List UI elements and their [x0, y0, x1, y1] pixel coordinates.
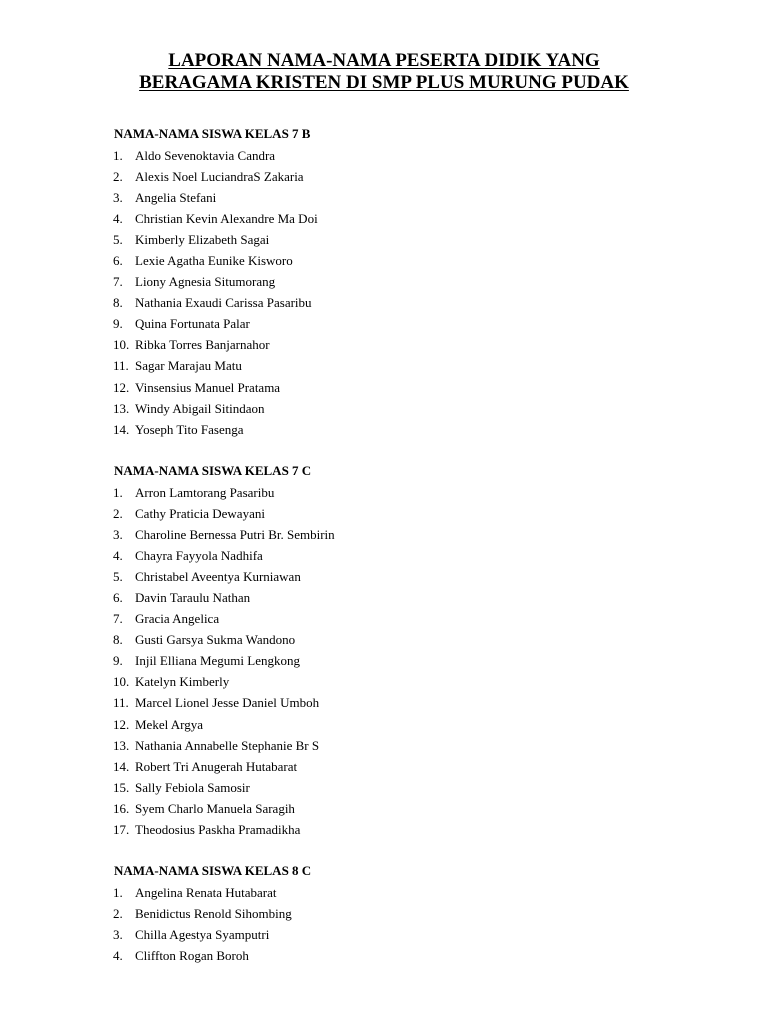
list-item: [113, 948, 292, 969]
student-name: Injil Elliana Megumi Lengkong: [135, 653, 300, 669]
item-number: 9.: [113, 653, 123, 669]
list-item: [113, 780, 335, 801]
student-name: Syem Charlo Manuela Saragih: [135, 800, 295, 816]
student-list-8c: [113, 885, 292, 969]
item-number: 5.: [113, 569, 123, 585]
list-item: [113, 401, 318, 422]
student-name: Vinsensius Manuel Pratama: [135, 379, 281, 395]
item-number: 3.: [113, 527, 123, 543]
item-number: 14.: [113, 758, 130, 774]
list-item: [113, 906, 292, 927]
student-name: Arron Lamtorang Pasaribu: [135, 485, 275, 500]
list-item: [113, 316, 318, 337]
list-item: [113, 590, 335, 611]
student-name: Angelia Stefani: [135, 190, 217, 206]
student-name: Benidictus Renold Sihombing: [135, 906, 292, 922]
list-item: [113, 653, 335, 674]
list-item: [113, 527, 335, 548]
list-item: [113, 211, 318, 232]
list-item: [113, 674, 335, 695]
item-number: 3.: [113, 927, 123, 943]
student-name: Alexis Noel LuciandraS Zakaria: [135, 169, 304, 185]
list-item: [113, 232, 318, 253]
item-number: 13.: [113, 400, 130, 416]
list-item: [113, 485, 335, 506]
student-name: Christabel Aveentya Kurniawan: [135, 569, 301, 585]
list-item: [113, 548, 335, 569]
title-line-1: LAPORAN NAMA-NAMA PESERTA DIDIK YANG: [168, 50, 600, 71]
item-number: 9.: [113, 316, 123, 332]
student-name: Chayra Fayyola Nadhifa: [135, 548, 263, 564]
student-name: Christian Kevin Alexandre Ma Doi: [135, 211, 318, 227]
item-number: 2.: [113, 506, 123, 522]
student-name: Ribka Torres Banjarnahor: [135, 337, 270, 353]
student-name: Sagar Marajau Matu: [135, 358, 242, 374]
item-number: 15.: [113, 779, 130, 795]
student-name: Nathania Annabelle Stephanie Br S: [135, 737, 320, 753]
student-name: Yoseph Tito Fasenga: [135, 421, 244, 437]
item-number: 14.: [113, 421, 130, 437]
item-number: 6.: [113, 590, 123, 606]
section-heading-7b: NAMA-NAMA SISWA KELAS 7 B: [114, 126, 311, 141]
list-item: [113, 380, 318, 401]
item-number: 7.: [113, 274, 123, 290]
item-number: 13.: [113, 737, 130, 753]
student-name: Davin Taraulu Nathan: [135, 590, 251, 606]
list-item: [113, 927, 292, 948]
item-number: 4.: [113, 948, 123, 964]
list-item: [113, 148, 318, 169]
item-number: 1.: [113, 148, 123, 163]
list-item: [113, 822, 335, 843]
list-item: [113, 274, 318, 295]
list-item: [113, 695, 335, 716]
list-item: [113, 506, 335, 527]
section-heading-8c: NAMA-NAMA SISWA KELAS 8 C: [114, 863, 312, 878]
list-item: [113, 801, 335, 822]
student-name: Gracia Angelica: [135, 611, 220, 627]
item-number: 11.: [113, 695, 129, 711]
student-name: Angelina Renata Hutabarat: [135, 885, 277, 900]
item-number: 7.: [113, 611, 123, 627]
list-item: [113, 422, 318, 443]
student-name: Sally Febiola Samosir: [135, 779, 250, 795]
list-item: [113, 295, 318, 316]
student-name: Cathy Praticia Dewayani: [135, 506, 265, 522]
student-name: Liony Agnesia Situmorang: [135, 274, 276, 290]
student-name: Cliffton Rogan Boroh: [135, 948, 249, 964]
list-item: [113, 738, 335, 759]
item-number: 4.: [113, 548, 123, 564]
list-item: [113, 358, 318, 379]
item-number: 8.: [113, 632, 123, 648]
student-name: Charoline Bernessa Putri Br. Sembirin: [135, 527, 335, 543]
section-heading-7c: NAMA-NAMA SISWA KELAS 7 C: [114, 463, 312, 478]
list-item: [113, 190, 318, 211]
item-number: 16.: [113, 800, 130, 816]
student-name: Theodosius Paskha Pramadikha: [135, 821, 301, 837]
student-name: Mekel Argya: [135, 716, 203, 732]
item-number: 12.: [113, 716, 130, 732]
student-list-7c: [113, 485, 335, 843]
student-name: Aldo Sevenoktavia Candra: [135, 148, 276, 163]
list-item: [113, 337, 318, 358]
student-list-7b: [113, 148, 318, 443]
list-item: [113, 569, 335, 590]
student-name: Kimberly Elizabeth Sagai: [135, 232, 270, 248]
item-number: 1.: [113, 485, 123, 500]
student-name: Quina Fortunata Palar: [135, 316, 250, 332]
list-item: [113, 253, 318, 274]
document-title: [0, 50, 768, 94]
item-number: 6.: [113, 253, 123, 269]
student-name: Marcel Lionel Jesse Daniel Umboh: [135, 695, 320, 711]
list-item: [113, 717, 335, 738]
item-number: 17.: [113, 821, 130, 837]
student-name: Robert Tri Anugerah Hutabarat: [135, 758, 298, 774]
title-line-2: BERAGAMA KRISTEN DI SMP PLUS MURUNG PUDAK: [139, 72, 629, 93]
list-item: [113, 759, 335, 780]
student-name: Katelyn Kimberly: [135, 674, 230, 690]
item-number: 11.: [113, 358, 129, 374]
list-item: [113, 169, 318, 190]
item-number: 2.: [113, 906, 123, 922]
list-item: [113, 632, 335, 653]
list-item: [113, 885, 292, 906]
student-name: Gusti Garsya Sukma Wandono: [135, 632, 296, 648]
item-number: 12.: [113, 379, 130, 395]
list-item: [113, 611, 335, 632]
student-name: Windy Abigail Sitindaon: [135, 400, 265, 416]
item-number: 10.: [113, 337, 130, 353]
item-number: 4.: [113, 211, 123, 227]
item-number: 1.: [113, 885, 123, 900]
student-name: Chilla Agestya Syamputri: [135, 927, 270, 943]
item-number: 3.: [113, 190, 123, 206]
item-number: 2.: [113, 169, 123, 185]
item-number: 8.: [113, 295, 123, 311]
student-name: Nathania Exaudi Carissa Pasaribu: [135, 295, 312, 311]
student-name: Lexie Agatha Eunike Kisworo: [135, 253, 293, 269]
item-number: 10.: [113, 674, 130, 690]
item-number: 5.: [113, 232, 123, 248]
